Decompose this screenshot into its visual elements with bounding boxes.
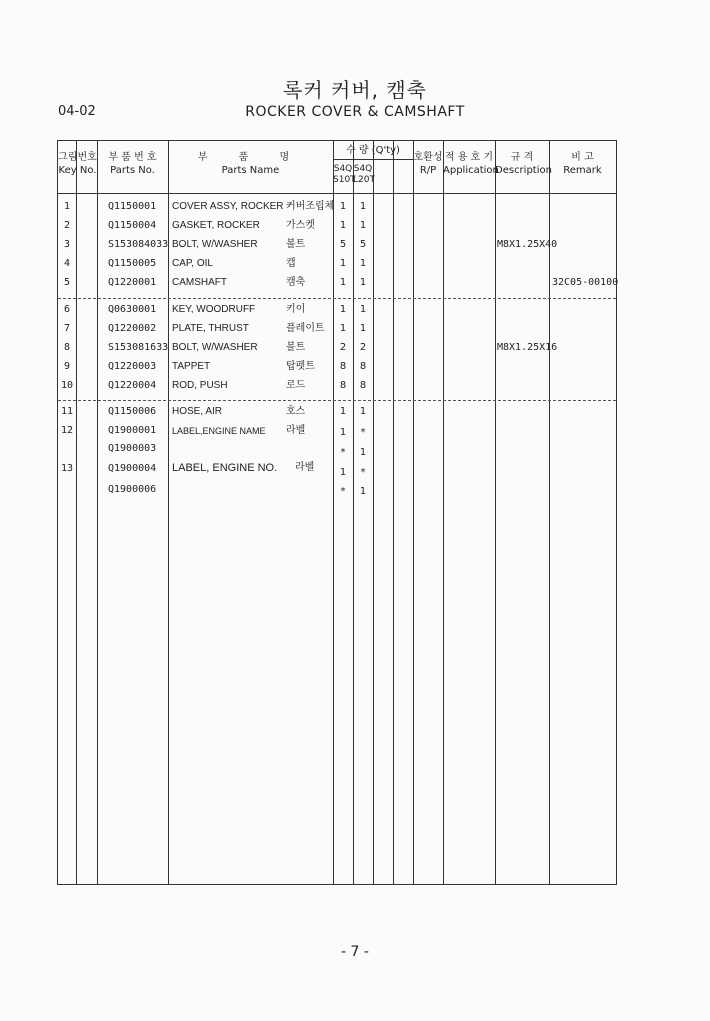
- row-qty-s10t: 1: [339, 427, 347, 438]
- row-qty-s10t: 1: [339, 467, 347, 478]
- col-line: [373, 141, 374, 884]
- page-title-english: ROCKER COVER & CAMSHAFT: [245, 104, 465, 120]
- row-part-no: S153081633: [108, 342, 169, 353]
- row-part-no: Q1220002: [108, 323, 157, 334]
- header-parts-name: 부 품 명 Parts Name: [197, 152, 304, 176]
- header-rp: 호환성 R/P: [413, 152, 443, 176]
- row-key: 8: [63, 342, 71, 353]
- row-part-name-ko: 탑펫트: [286, 361, 315, 372]
- row-part-name-ko: 라벨: [295, 462, 315, 473]
- row-qty-s10t: 1: [339, 220, 347, 231]
- row-part-no: Q1220001: [108, 277, 157, 288]
- row-qty-l20t: 1: [359, 220, 367, 231]
- row-key: 1: [63, 201, 71, 212]
- row-qty-s10t: 1: [339, 304, 347, 315]
- row-part-name: PLATE, THRUST: [172, 323, 249, 334]
- row-part-no: Q1900006: [108, 484, 157, 495]
- col-line: [353, 141, 354, 884]
- header-key: 그림번호 Key No.: [58, 152, 97, 176]
- row-qty-s10t: 1: [339, 201, 347, 212]
- row-part-name-ko: 볼트: [286, 342, 306, 353]
- row-qty-l20t: 8: [359, 361, 367, 372]
- header-model-s10t: S4Q S10T: [333, 164, 356, 185]
- section-number: 04-02: [58, 104, 96, 119]
- row-qty-s10t: 5: [339, 239, 347, 250]
- row-key: 5: [63, 277, 71, 288]
- col-line: [393, 141, 394, 884]
- row-qty-s10t: 1: [339, 258, 347, 269]
- row-part-name: LABEL,ENGINE NAME: [172, 426, 266, 436]
- header-description: 규 격 Description: [495, 152, 552, 176]
- row-part-no: S153084033: [108, 239, 169, 250]
- header-remark: 비 고 Remark: [563, 152, 602, 176]
- row-qty-l20t: 1: [359, 486, 367, 497]
- col-line: [168, 141, 169, 884]
- row-description: M8X1.25X40: [497, 239, 558, 250]
- col-line: [97, 141, 98, 884]
- row-part-no: Q0630001: [108, 304, 157, 315]
- row-qty-l20t: 2: [359, 342, 367, 353]
- row-part-name: COVER ASSY, ROCKER: [172, 201, 284, 212]
- row-qty-l20t: 1: [359, 201, 367, 212]
- row-key: 3: [63, 239, 71, 250]
- row-qty-l20t: *: [360, 467, 366, 478]
- col-line: [76, 141, 77, 884]
- row-qty-s10t: 1: [339, 406, 347, 417]
- row-key: 11: [60, 406, 74, 417]
- row-qty-s10t: 1: [339, 277, 347, 288]
- row-key: 12: [60, 425, 74, 436]
- header-model-l20t: S4Q L20T: [353, 164, 375, 185]
- row-key: 13: [60, 463, 74, 474]
- row-qty-l20t: 1: [359, 323, 367, 334]
- col-line: [333, 141, 334, 884]
- group-separator: [58, 298, 616, 299]
- row-qty-l20t: *: [360, 427, 366, 438]
- row-part-name-ko: 플레이트: [286, 323, 325, 334]
- col-line: [413, 141, 414, 884]
- row-qty-l20t: 1: [359, 277, 367, 288]
- page-number: - 7 -: [341, 944, 369, 960]
- row-qty-l20t: 1: [359, 406, 367, 417]
- row-part-name-ko: 커버조립체: [286, 201, 335, 212]
- row-qty-l20t: 1: [359, 447, 367, 458]
- row-key: 10: [60, 380, 74, 391]
- row-qty-l20t: 8: [359, 380, 367, 391]
- row-part-name-ko: 캡: [286, 258, 296, 269]
- row-qty-l20t: 1: [359, 258, 367, 269]
- row-part-name-ko: 로드: [286, 380, 306, 391]
- page-title-korean: 록커 커버, 캠축: [283, 78, 427, 102]
- row-description: M8X1.25X16: [497, 342, 558, 353]
- header-qty: 수 량 (Q'ty): [346, 145, 400, 156]
- col-line: [549, 141, 550, 884]
- row-part-name-ko: 라벨: [286, 425, 306, 436]
- row-qty-s10t: *: [340, 447, 346, 458]
- col-line: [495, 141, 496, 884]
- row-part-name: LABEL, ENGINE NO.: [172, 462, 278, 474]
- row-qty-s10t: 8: [339, 361, 347, 372]
- row-qty-s10t: 2: [339, 342, 347, 353]
- row-part-no: Q1900003: [108, 443, 157, 454]
- row-key: 9: [63, 361, 71, 372]
- row-key: 2: [63, 220, 71, 231]
- row-qty-s10t: 8: [339, 380, 347, 391]
- row-part-name-ko: 캠축: [286, 277, 306, 288]
- header-application: 적 용 호 기 Application: [443, 152, 499, 176]
- row-part-no: Q1150005: [108, 258, 157, 269]
- row-part-no: Q1150006: [108, 406, 157, 417]
- row-part-name: BOLT, W/WASHER: [172, 342, 258, 353]
- row-part-name-ko: 볼트: [286, 239, 306, 250]
- row-part-name: BOLT, W/WASHER: [172, 239, 258, 250]
- group-separator: [58, 400, 616, 401]
- row-key: 4: [63, 258, 71, 269]
- row-part-no: Q1900004: [108, 463, 157, 474]
- row-part-name-ko: 호스: [286, 406, 306, 417]
- row-part-name-ko: 가스켓: [286, 220, 315, 231]
- row-qty-l20t: 5: [359, 239, 367, 250]
- row-qty-l20t: 1: [359, 304, 367, 315]
- header-parts-no: 부 품 번 호 Parts No.: [108, 152, 157, 176]
- parts-table: [57, 140, 617, 885]
- row-part-name: GASKET, ROCKER: [172, 220, 260, 231]
- header-bottom-line: [58, 193, 616, 194]
- row-remark: 32C05-00100: [552, 277, 619, 288]
- row-part-name: TAPPET: [172, 361, 211, 372]
- row-qty-s10t: *: [340, 486, 346, 497]
- row-part-no: Q1900001: [108, 425, 157, 436]
- row-part-name-ko: 키이: [286, 304, 306, 315]
- row-part-name: CAMSHAFT: [172, 277, 227, 288]
- row-part-name: ROD, PUSH: [172, 380, 228, 391]
- row-part-no: Q1150001: [108, 201, 157, 212]
- row-part-name: HOSE, AIR: [172, 406, 223, 417]
- row-part-name: KEY, WOODRUFF: [172, 304, 256, 315]
- qty-header-line: [333, 159, 413, 160]
- row-part-no: Q1220003: [108, 361, 157, 372]
- row-key: 6: [63, 304, 71, 315]
- col-line: [443, 141, 444, 884]
- row-part-name: CAP, OIL: [172, 258, 213, 269]
- row-qty-s10t: 1: [339, 323, 347, 334]
- row-part-no: Q1150004: [108, 220, 157, 231]
- row-key: 7: [63, 323, 71, 334]
- row-part-no: Q1220004: [108, 380, 157, 391]
